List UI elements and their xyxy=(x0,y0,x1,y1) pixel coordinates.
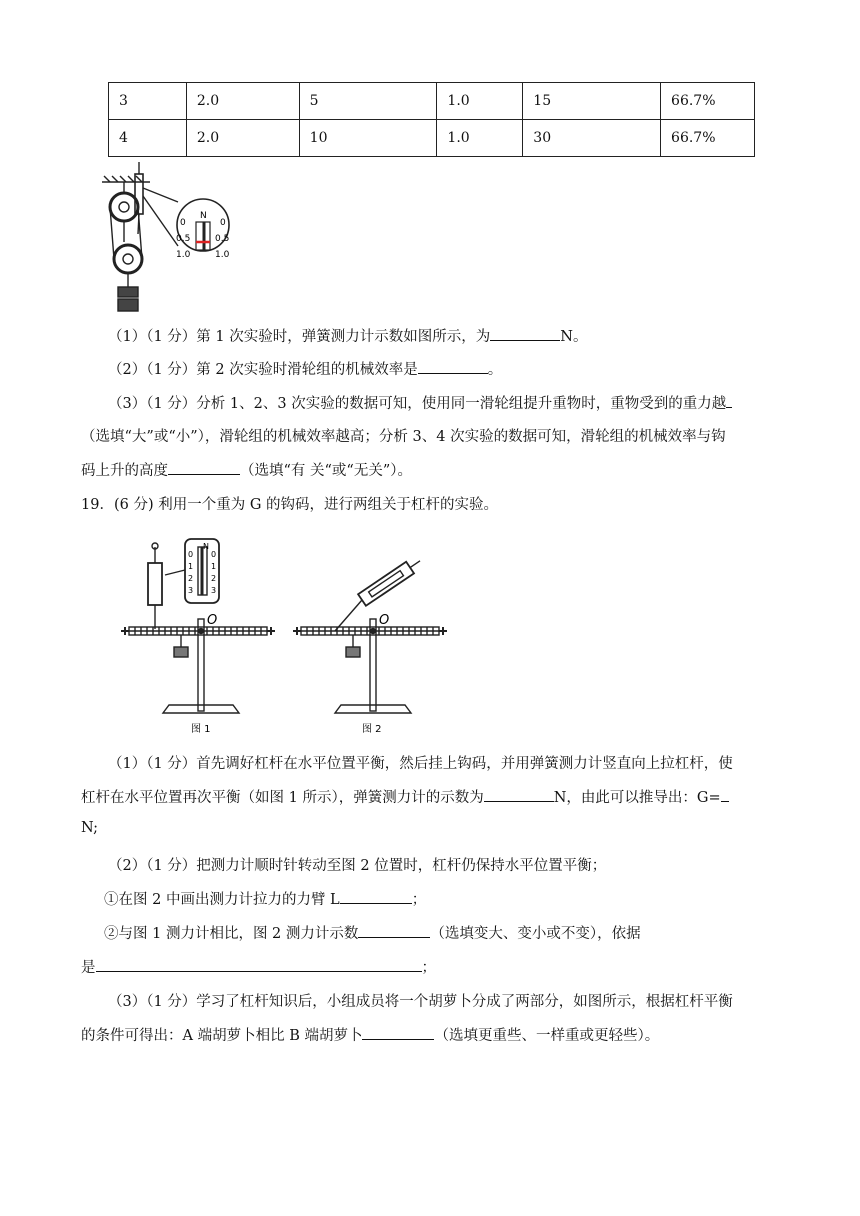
q18-part3-text: （3）（1 分）分析 1、2、3 次实验的数据可知，使用同一滑轮组提升重物时，重物受到的重力越 xyxy=(108,396,727,412)
table-cell: 1.0 xyxy=(437,120,523,157)
q18-part3-text: 码上升的高度 xyxy=(81,463,168,479)
table-cell: 10 xyxy=(299,120,437,157)
answer-blank[interactable] xyxy=(358,923,430,938)
q19-part3: （3）（1 分）学习了杠杆知识后，小组成员将一个胡萝卜分成了两部分，如图所示，根据杠杆平衡 xyxy=(108,994,733,1010)
answer-blank[interactable] xyxy=(168,460,240,475)
dial-label: 3 xyxy=(188,586,194,595)
table-cell: 2.0 xyxy=(186,83,299,120)
dial-label: 0 xyxy=(180,218,186,228)
figure-caption: 图 2 xyxy=(362,724,382,735)
dial-label: 3 xyxy=(211,586,217,595)
q19-part3-end: （选填更重些、一样重或更轻些）。 xyxy=(434,1028,660,1044)
q19-part3-text: 的条件可得出：A 端胡萝卜相比 B 端胡萝卜 xyxy=(81,1028,363,1044)
answer-blank[interactable] xyxy=(340,889,412,904)
pulley-figure xyxy=(100,162,250,314)
q19-part2-sub1 xyxy=(104,888,426,909)
table-cell: 5 xyxy=(299,83,437,120)
answer-blank[interactable] xyxy=(484,787,554,802)
table-cell: 3 xyxy=(109,83,187,120)
answer-blank[interactable] xyxy=(362,1025,434,1040)
table-cell: 15 xyxy=(523,83,661,120)
q18-part1 xyxy=(108,325,587,346)
table-cell: 1.0 xyxy=(437,83,523,120)
dial-unit: N xyxy=(203,542,209,551)
q19-part1: （1）（1 分）首先调好杠杆在水平位置平衡，然后挂上钩码，并用弹簧测力计竖直向上拉杠杆，使 xyxy=(108,756,733,772)
q19-part1-text: N，由此可以推导出：G= xyxy=(553,790,721,806)
q19-part1-line3: N; xyxy=(81,820,99,836)
q18-part3 xyxy=(108,392,732,413)
dial-label: 0.5 xyxy=(176,234,191,244)
q18-part1-text: （1）（1 分）第 1 次实验时，弹簧测力计示数如图所示，为 xyxy=(108,329,491,345)
dial-label: 0 xyxy=(220,218,226,228)
dial-label: 2 xyxy=(211,574,217,583)
q19-title: 19．(6 分) 利用一个重为 G 的钩码，进行两组关于杠杆的实验。 xyxy=(81,497,499,513)
q18-part1-unit: N。 xyxy=(560,329,588,345)
q18-part3-line3 xyxy=(81,459,412,480)
table-cell: 66.7% xyxy=(661,120,755,157)
dial-label: 0 xyxy=(188,550,194,559)
answer-blank[interactable] xyxy=(721,787,729,802)
lever-figures xyxy=(115,535,450,740)
experiment-table xyxy=(108,82,755,157)
q19-part2: （2）（1 分）把测力计顺时针转动至图 2 位置时，杠杆仍保持水平位置平衡； xyxy=(108,858,607,874)
q18-part2-text: （2）（1 分）第 2 次实验时滑轮组的机械效率是 xyxy=(108,362,418,378)
pivot-label: O xyxy=(379,613,390,628)
q19-part2-sub2-text: ②与图 1 测力计相比，图 2 测力计示数 xyxy=(104,926,359,942)
q19-part1-text: 杠杆在水平位置再次平衡（如图 1 所示），弹簧测力计的示数为 xyxy=(81,790,484,806)
q19-part2-sub3-end: ； xyxy=(421,960,436,976)
answer-blank[interactable] xyxy=(726,393,732,408)
dial-unit: N xyxy=(200,211,207,221)
dial-label: 1.0 xyxy=(176,250,191,260)
answer-blank[interactable] xyxy=(96,957,422,972)
pivot-label: O xyxy=(207,613,218,628)
dial-label: 2 xyxy=(188,574,194,583)
answer-blank[interactable] xyxy=(490,326,560,341)
q18-part2 xyxy=(108,358,502,379)
q19-part3-line2 xyxy=(81,1024,659,1045)
q18-part2-end: 。 xyxy=(487,362,503,378)
answer-blank[interactable] xyxy=(418,359,488,374)
dial-label: 1 xyxy=(188,562,194,571)
q19-part2-sub3-text: 是 xyxy=(81,960,96,976)
table-row xyxy=(109,83,755,120)
q19-part2-sub2 xyxy=(104,922,641,943)
q18-part3-line2: （选填“大”或“小”），滑轮组的机械效率越高；分析 3、4 次实验的数据可知，滑轮组的机械效率与钩 xyxy=(81,429,726,445)
table-cell: 30 xyxy=(523,120,661,157)
dial-label: 1 xyxy=(211,562,217,571)
q19-part2-sub1-text: ①在图 2 中画出测力计拉力的力臂 L xyxy=(104,892,340,908)
q19-part2-sub2-text2: （选填变大、变小或不变），依据 xyxy=(430,926,641,942)
q19-part2-sub3 xyxy=(81,956,436,977)
figure-caption: 图 1 xyxy=(191,724,211,735)
table-cell: 4 xyxy=(109,120,187,157)
q18-part3-end: （选填“有 关“或“无关”）。 xyxy=(240,463,413,479)
q19-part1-line2 xyxy=(81,786,729,807)
dial-label: 0 xyxy=(211,550,217,559)
table-cell: 66.7% xyxy=(661,83,755,120)
table-cell: 2.0 xyxy=(186,120,299,157)
table-row xyxy=(109,120,755,157)
dial-label: 0.5 xyxy=(215,234,230,244)
dial-label: 1.0 xyxy=(215,250,230,260)
q19-part2-sub1-end: ； xyxy=(411,892,427,908)
